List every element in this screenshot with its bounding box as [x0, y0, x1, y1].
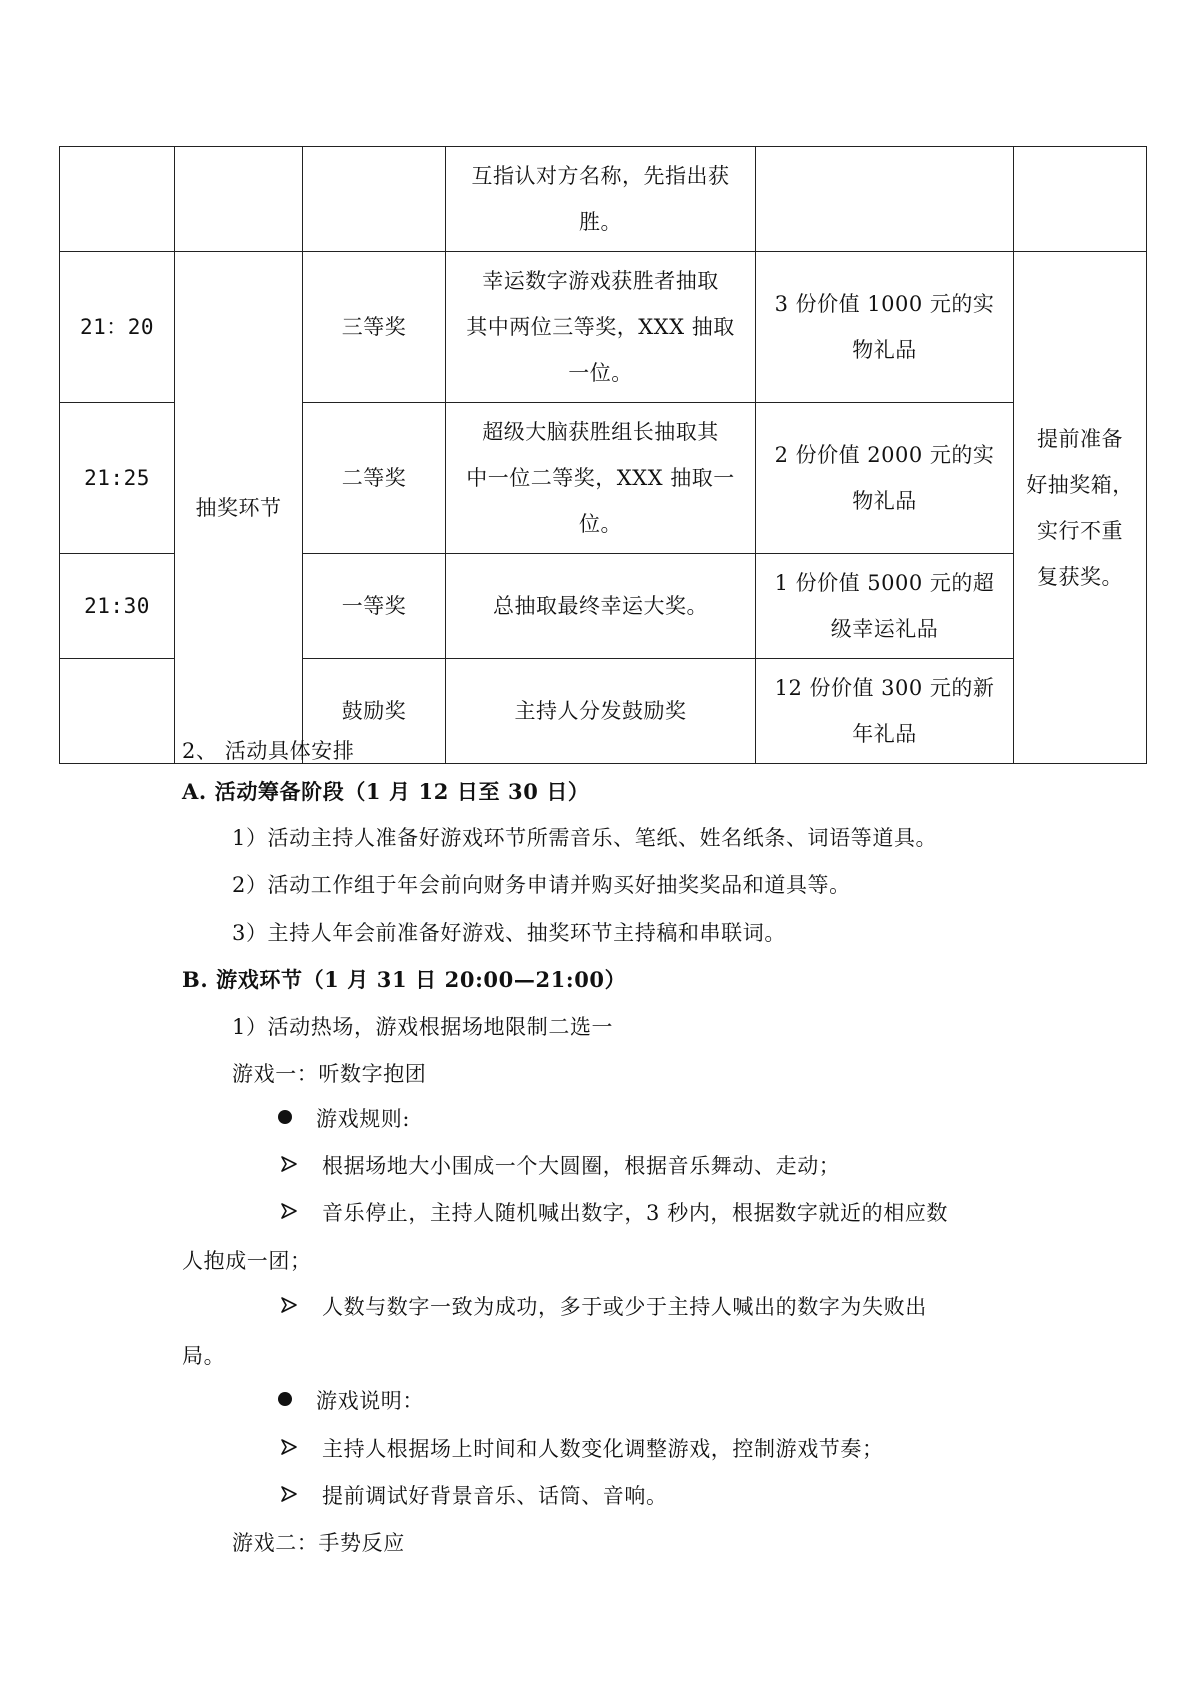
prize-line: 12 份价值 300 元的新 [774, 676, 995, 700]
rules-label: 游戏规则: [316, 1107, 411, 1131]
segment-cell: 抽奖环节 [175, 252, 303, 764]
content-cell [446, 403, 756, 554]
note-line: 主持人根据场上时间和人数变化调整游戏，控制游戏节奏； [322, 1437, 884, 1461]
note-line: 提前调试好背景音乐、话筒、音响。 [322, 1484, 668, 1508]
list-item: 3）主持人年会前准备好游戏、抽奖环节主持稿和串联词。 [232, 921, 786, 945]
content-line: 胜。 [579, 210, 622, 234]
content-cell [446, 659, 756, 764]
content-line: 其中两位三等奖，XXX 抽取 [466, 315, 735, 339]
arrow-bullet-icon [280, 1485, 298, 1503]
note-line: 实行不重 [1037, 518, 1123, 543]
rule-line-continued: 人抱成一团； [182, 1249, 312, 1273]
note-line: 好抽奖箱， [1026, 472, 1134, 497]
content-cell [446, 554, 756, 659]
prize-line: 2 份价值 2000 元的实 [774, 443, 995, 467]
rule-line: 音乐停止，主持人随机喊出数字，3 秒内，根据数字就近的相应数 [322, 1201, 949, 1225]
list-item: 2）活动工作组于年会前向财务申请并购买好抽奖奖品和道具等。 [232, 873, 851, 897]
notes-label: 游戏说明： [316, 1389, 424, 1413]
prize-cell [756, 147, 1014, 252]
prize-cell [756, 554, 1014, 659]
bullet-dot-icon [278, 1110, 292, 1124]
segment-cell [175, 147, 303, 252]
content-line: 主持人分发鼓励奖 [514, 699, 687, 723]
rule-line: 根据场地大小围成一个大圆圈，根据音乐舞动、走动； [322, 1154, 841, 1178]
rule-line: 人数与数字一致为成功，多于或少于主持人喊出的数字为失败出 [322, 1295, 927, 1319]
list-item: 1）活动热场，游戏根据场地限制二选一 [232, 1015, 614, 1039]
note-cell [1014, 252, 1147, 764]
bullet-dot-icon [278, 1392, 292, 1406]
prize-line: 年礼品 [852, 722, 917, 746]
prize-line: 3 份价值 1000 元的实 [774, 292, 995, 316]
prize-cell [756, 252, 1014, 403]
content-line: 总抽取最终幸运大奖。 [493, 594, 708, 618]
note-line: 复获奖。 [1037, 564, 1123, 589]
content-line: 超级大脑获胜组长抽取其 [482, 420, 719, 444]
content-line: 互指认对方名称，先指出获 [471, 164, 730, 188]
item-cell: 三等奖 [303, 252, 446, 403]
time-cell: 21:25 [60, 403, 175, 554]
item-cell: 鼓励奖 [303, 659, 446, 764]
item-cell [303, 147, 446, 252]
arrow-bullet-icon [280, 1155, 298, 1173]
time-cell: 21：20 [60, 252, 175, 403]
prize-cell [756, 403, 1014, 554]
table-row [60, 252, 1147, 403]
note-cell [1014, 147, 1147, 252]
rule-line-continued: 局。 [182, 1344, 226, 1368]
content-cell [446, 252, 756, 403]
arrow-bullet-icon [280, 1438, 298, 1456]
item-cell: 一等奖 [303, 554, 446, 659]
game-title: 游戏二：手势反应 [232, 1531, 405, 1555]
prize-line: 物礼品 [852, 338, 917, 362]
time-cell: 21:30 [60, 554, 175, 659]
arrow-bullet-icon [280, 1296, 298, 1314]
arrow-bullet-icon [280, 1202, 298, 1220]
schedule-table [59, 146, 1147, 764]
item-cell: 二等奖 [303, 403, 446, 554]
content-line: 中一位二等奖，XXX 抽取一 [466, 466, 735, 490]
game-title: 游戏一：听数字抱团 [232, 1062, 427, 1086]
content-line: 幸运数字游戏获胜者抽取 [482, 269, 719, 293]
time-cell [60, 659, 175, 764]
time-cell [60, 147, 175, 252]
content-line: 一位。 [568, 361, 633, 385]
section-heading: 2、 活动具体安排 [182, 739, 355, 763]
prize-cell [756, 659, 1014, 764]
table-row [60, 147, 1147, 252]
note-line: 提前准备 [1037, 426, 1123, 451]
list-item: 1）活动主持人准备好游戏环节所需音乐、笔纸、姓名纸条、词语等道具。 [232, 826, 938, 850]
content-cell [446, 147, 756, 252]
prize-line: 1 份价值 5000 元的超 [774, 571, 995, 595]
subsection-heading-b: B. 游戏环节（1 月 31 日 20:00—21:00） [182, 967, 627, 992]
prize-line: 物礼品 [852, 489, 917, 513]
prize-line: 级幸运礼品 [830, 617, 939, 641]
subsection-heading-a: A. 活动筹备阶段（1 月 12 日至 30 日） [182, 779, 590, 804]
content-line: 位。 [579, 512, 622, 536]
